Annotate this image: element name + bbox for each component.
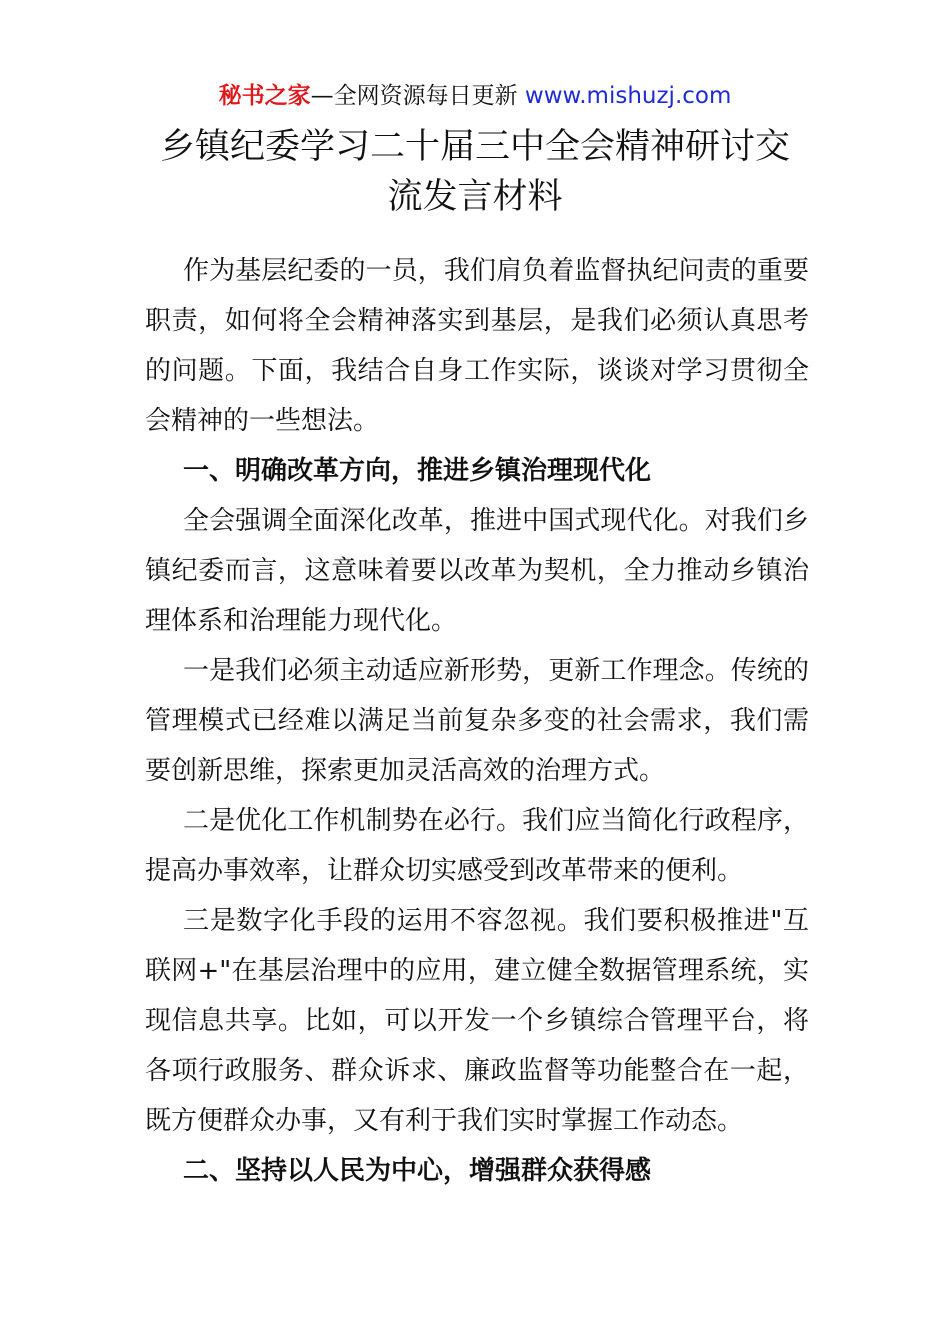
section-1-paragraph-2: 一是我们必须主动适应新形势，更新工作理念。传统的管理模式已经难以满足当前复杂多变的社会需求，我们需要创新思维，探索更加灵活高效的治理方式。	[145, 656, 809, 786]
title-line-2: 流发言材料	[387, 177, 563, 217]
document-title	[130, 122, 820, 222]
brand-name: 秘书之家	[218, 83, 311, 109]
header-tagline: —全网资源每日更新	[310, 83, 525, 109]
section-2-heading: 二、坚持以人民为中心，增强群众获得感	[183, 1156, 652, 1186]
section-1-paragraph-3: 二是优化工作机制势在必行。我们应当简化行政程序，提高办事效率，让群众切实感受到改革带来的便利。	[145, 806, 809, 886]
section-1-paragraph-4: 三是数字化手段的运用不容忽视。我们要积极推进"互联网+"在基层治理中的应用，建立健全数据管理系统，实现信息共享。比如，可以开发一个乡镇综合管理平台，将各项行政服务、群众诉求、廉政监督等功能整合在一起，既方便群众办事，又有利于我们实时掌握工作动态。	[145, 906, 809, 1136]
site-url-link[interactable]: www.mishuzj.com	[524, 83, 732, 109]
document-body	[145, 246, 809, 1196]
site-header	[0, 80, 950, 112]
intro-paragraph: 作为基层纪委的一员，我们肩负着监督执纪问责的重要职责，如何将全会精神落实到基层，是我们必须认真思考的问题。下面，我结合自身工作实际，谈谈对学习贯彻全会精神的一些想法。	[145, 256, 809, 436]
section-1-paragraph-1: 全会强调全面深化改革，推进中国式现代化。对我们乡镇纪委而言，这意味着要以改革为契机，全力推动乡镇治理体系和治理能力现代化。	[145, 506, 809, 636]
section-1-heading: 一、明确改革方向，推进乡镇治理现代化	[183, 456, 652, 486]
title-line-1: 乡镇纪委学习二十届三中全会精神研讨交	[159, 127, 790, 167]
